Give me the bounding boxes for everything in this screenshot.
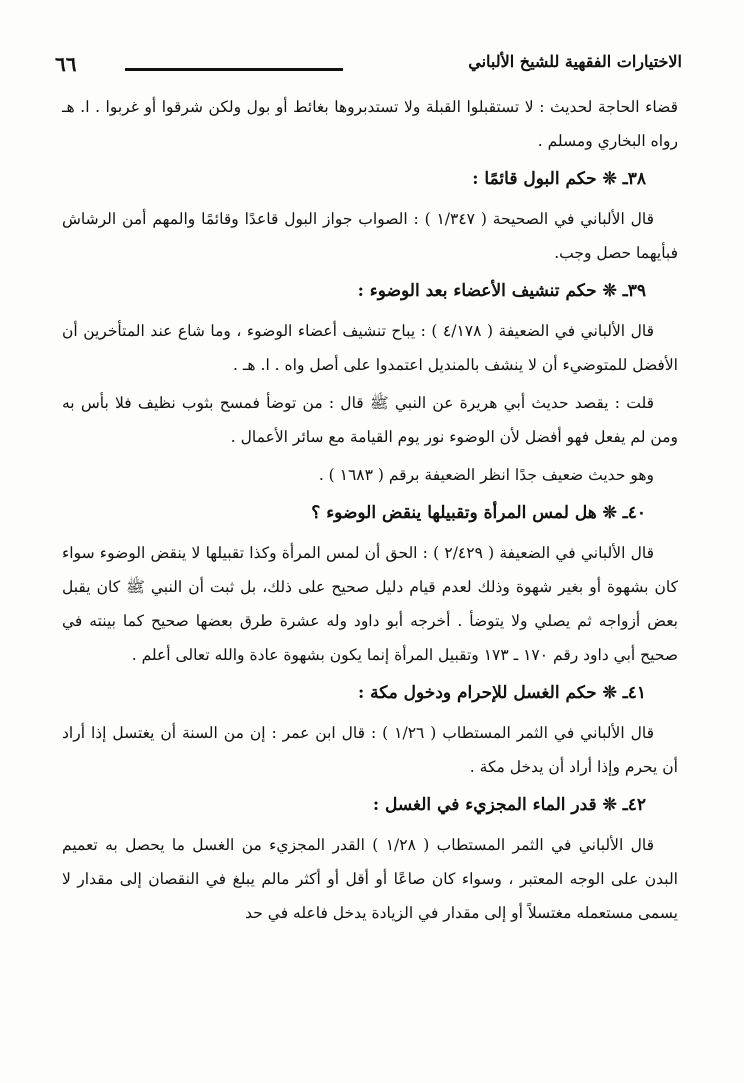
header-rule — [125, 68, 343, 71]
section-heading: ٤٢ـ ❊ قدر الماء المجزيء في الغسل : — [372, 795, 646, 815]
section-heading: ٤١ـ ❊ حكم الغسل للإحرام ودخول مكة : — [357, 683, 646, 703]
section-heading: ٣٨ـ ❊ حكم البول قائمًا : — [472, 169, 646, 189]
paragraph: قال الألباني في الصحيحة ( ١/٣٤٧ ) : الصواب جواز البول قاعدًا وقائمًا والمهم أمن الرشاش فبأيهما حصل وجب. — [62, 210, 678, 262]
paragraph: قال الألباني في الثمر المستطاب ( ١/٢٦ ) : قال ابن عمر : إن من السنة أن يغتسل إذا أراد أن يحرم وإذا أراد أن يدخل مكة . — [62, 724, 678, 776]
paragraph: قال الألباني في الثمر المستطاب ( ١/٢٨ ) القدر المجزيء من الغسل ما يحصل به تعميم البدن على الوجه المعتبر ، وسواء كان صاعًا أو أقل أو أكثر مالم يبلغ في النقصان إلى مقدار لا يسمى مستعمله مغتسلاً أو إلى مقدار في الزيادة يدخل فاعله في حد — [62, 836, 678, 922]
page-body — [62, 90, 678, 934]
page-header — [55, 52, 682, 86]
paragraph: قلت : يقصد حديث أبي هريرة عن النبي ﷺ قال : من توضأ فمسح بثوب نظيف فلا بأس به ومن لم يفعل فهو أفضل لأن الوضوء نور يوم القيامة مع سائر الأعمال . — [62, 394, 678, 446]
paragraph: قال الألباني في الضعيفة ( ٤/١٧٨ ) : يباح تنشيف أعضاء الوضوء ، وما شاع عند المتأخرين أن الأفضل للمتوضيء أن لا ينشف بالمنديل اعتمدوا على أصل واه . ا. هـ . — [62, 322, 678, 374]
section-heading: ٤٠ـ ❊ هل لمس المرأة وتقبيلها ينقض الوضوء ؟ — [311, 503, 646, 523]
paragraph: قال الألباني في الضعيفة ( ٢/٤٢٩ ) : الحق أن لمس المرأة وكذا تقبيلها لا ينقض الوضوء سواء كان بشهوة أو بغير شهوة وذلك لعدم قيام دليل صحيح على ذلك، بل ثبت أن النبي ﷺ كان يقبل بعض أزواجه ثم يصلي ولا يتوضأ . أخرجه أبو داود وله عشرة طرق بعضها صحيح كما بينته في صحيح أبي داود رقم ١٧٠ ـ ١٧٣ وتقبيل المرأة إنما يكون بشهوة عادة والله تعالى أعلم . — [62, 544, 678, 664]
running-title: الاختيارات الفقهية للشيخ الألباني — [468, 52, 682, 71]
section-heading: ٣٩ـ ❊ حكم تنشيف الأعضاء بعد الوضوء : — [357, 281, 646, 301]
paragraph: وهو حديث ضعيف جدًا انظر الضعيفة برقم ( ١٦٨٣ ) . — [318, 466, 654, 484]
page-number: ٦٦ — [55, 52, 77, 76]
paragraph: قضاء الحاجة لحديث : لا تستقبلوا القبلة ولا تستدبروها بغائط أو بول ولكن شرقوا أو غربوا . ا. هـ رواه البخاري ومسلم . — [62, 98, 678, 150]
